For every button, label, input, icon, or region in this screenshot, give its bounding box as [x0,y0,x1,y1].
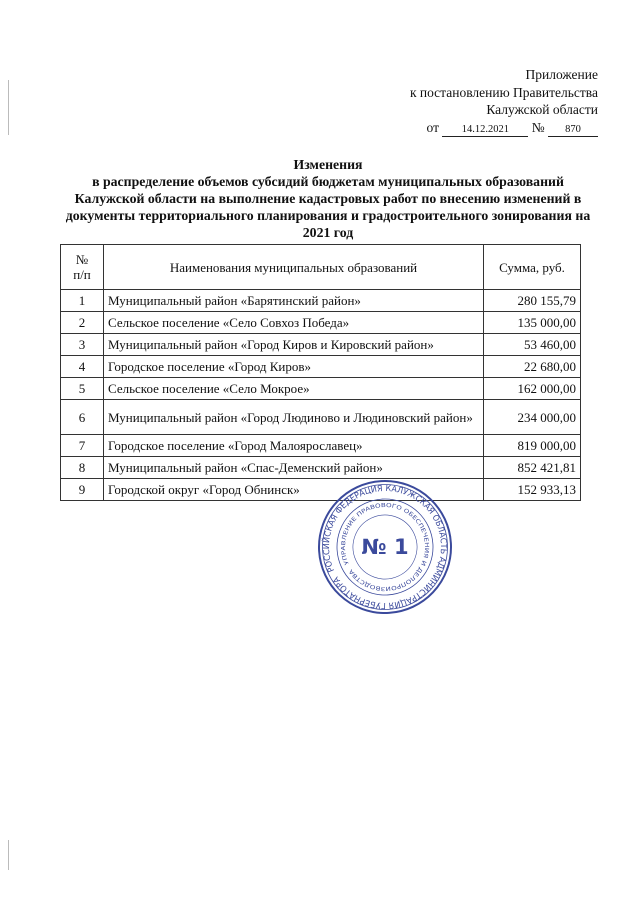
header-sum: Сумма, руб. [484,245,581,290]
title-line-1: Изменения [293,157,363,172]
table-row [61,457,581,479]
subsidy-table [60,244,581,501]
row-sum: 152 933,13 [484,479,581,501]
table-row [61,334,581,356]
official-seal [315,477,455,617]
resolution-date: 14.12.2021 [442,124,528,137]
row-sum: 53 460,00 [484,334,581,356]
table-row [61,290,581,312]
number-label: № [531,119,545,135]
row-name: Сельское поселение «Село Совхоз Победа» [104,312,484,334]
table-header-row [61,245,581,290]
document-title [48,156,608,241]
header-number: № п/п [61,245,104,290]
table-row [61,312,581,334]
seal-inner-text: УПРАВЛЕНИЕ ПРАВОВОГО ОБЕСПЕЧЕНИЯ И ДЕЛОПРОИЗВОДСТВА [340,502,430,592]
title-line-5: 2021 год [302,225,354,240]
row-sum: 135 000,00 [484,312,581,334]
row-sum: 852 421,81 [484,457,581,479]
row-name: Городской округ «Город Обнинск» [104,479,484,501]
row-name: Муниципальный район «Спас-Деменский район» [104,457,484,479]
row-sum: 234 000,00 [484,400,581,435]
seal-center-number: № 1 [361,535,409,559]
table-row [61,378,581,400]
row-number: 7 [61,435,104,457]
row-name: Муниципальный район «Барятинский район» [104,290,484,312]
row-number: 4 [61,356,104,378]
row-sum: 22 680,00 [484,356,581,378]
row-name: Муниципальный район «Город Людиново и Людиновский район» [104,400,484,435]
row-sum: 162 000,00 [484,378,581,400]
row-name: Муниципальный район «Город Киров и Кировский район» [104,334,484,356]
row-sum: 819 000,00 [484,435,581,457]
row-number: 9 [61,479,104,501]
appendix-label: Приложение [525,67,598,82]
title-line-2: в распределение объемов субсидий бюджетам муниципальных образований [92,174,564,189]
row-name: Городское поселение «Город Малоярославец» [104,435,484,457]
row-sum: 280 155,79 [484,290,581,312]
table-row [61,400,581,435]
resolution-number: 870 [548,124,598,137]
title-line-3: Калужской области на выполнение кадастровых работ по внесению изменений в [74,191,582,206]
row-number: 5 [61,378,104,400]
resolution-reference: к постановлению Правительства [409,84,598,100]
table-row [61,435,581,457]
margin-mark-bottom [8,840,9,870]
row-number: 2 [61,312,104,334]
row-number: 1 [61,290,104,312]
table-row [61,356,581,378]
date-number-line [410,119,598,137]
margin-mark-top [8,80,9,135]
appendix-header [410,66,598,137]
row-name: Городское поселение «Город Киров» [104,356,484,378]
row-number: 6 [61,400,104,435]
row-name: Сельское поселение «Село Мокрое» [104,378,484,400]
title-line-4: документы территориального планирования и градостроительного зонирования на [65,208,591,223]
region-name: Калужской области [486,102,598,117]
from-label: от [426,119,439,135]
header-name: Наименования муниципальных образований [104,245,484,290]
seal-outer-text: РОССИЙСКАЯ ФЕДЕРАЦИЯ КАЛУЖСКАЯ ОБЛАСТЬ АДМИНИСТРАЦИЯ ГУБЕРНАТОРА [320,482,450,612]
row-number: 3 [61,334,104,356]
row-number: 8 [61,457,104,479]
